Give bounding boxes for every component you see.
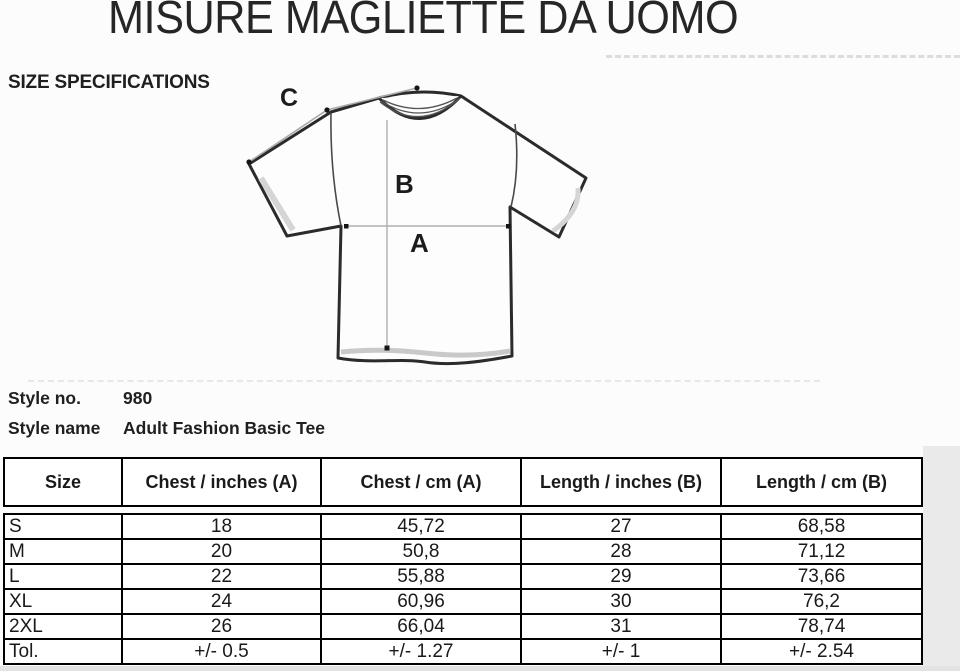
header-cell-size: Size <box>4 458 122 506</box>
cell-chest-inches: +/- 0.5 <box>122 639 321 664</box>
table-row-m <box>4 539 922 564</box>
header-cell-length-cm: Length / cm (B) <box>721 458 922 506</box>
size-table-header <box>3 457 923 507</box>
size-specifications-label: SIZE SPECIFICATIONS <box>8 72 210 93</box>
measure-dot <box>414 85 419 90</box>
cell-chest-cm: 60,96 <box>321 589 521 614</box>
cell-chest-inches: 26 <box>122 614 321 639</box>
style-info <box>8 388 325 448</box>
header-row <box>4 458 922 506</box>
cell-chest-cm: 66,04 <box>321 614 521 639</box>
cell-chest-inches: 22 <box>122 564 321 589</box>
cell-chest-inches: 24 <box>122 589 321 614</box>
cell-length-inches: 31 <box>521 614 721 639</box>
measure-label-a: A <box>410 228 429 258</box>
measure-label-c: C <box>280 84 299 112</box>
cell-length-inches: +/- 1 <box>521 639 721 664</box>
cell-chest-inches: 20 <box>122 539 321 564</box>
measure-dot <box>385 346 390 351</box>
table-row-l <box>4 564 922 589</box>
cell-chest-cm: 55,88 <box>321 564 521 589</box>
table-row-2xl <box>4 614 922 639</box>
header-cell-chest-cm: Chest / cm (A) <box>321 458 521 506</box>
cell-length-cm: 78,74 <box>721 614 922 639</box>
cell-size: Tol. <box>4 639 122 664</box>
cell-length-inches: 29 <box>521 564 721 589</box>
scan-artifact-dash <box>28 380 820 382</box>
measure-dot <box>506 224 511 229</box>
scan-artifact-right <box>923 446 960 671</box>
cell-length-inches: 28 <box>521 539 721 564</box>
tshirt-diagram <box>210 80 630 380</box>
cell-length-cm: 71,12 <box>721 539 922 564</box>
cell-chest-cm: 45,72 <box>321 514 521 539</box>
table-row-s <box>4 514 922 539</box>
measure-dot <box>344 224 349 229</box>
cell-size: S <box>4 514 122 539</box>
cell-chest-cm: 50,8 <box>321 539 521 564</box>
table-row-tolerance <box>4 639 922 664</box>
cell-length-inches: 30 <box>521 589 721 614</box>
style-name-value: Adult Fashion Basic Tee <box>123 418 325 438</box>
cell-size: 2XL <box>4 614 122 639</box>
style-no-row <box>8 388 325 409</box>
measure-dot <box>324 107 329 112</box>
scan-artifact-bottom <box>0 666 960 671</box>
size-table-body <box>3 513 923 665</box>
cell-length-cm: 68,58 <box>721 514 922 539</box>
cell-length-cm: 73,66 <box>721 564 922 589</box>
scan-artifact-dash <box>606 55 960 58</box>
cell-chest-cm: +/- 1.27 <box>321 639 521 664</box>
header-cell-chest-inches: Chest / inches (A) <box>122 458 321 506</box>
measure-label-b: B <box>395 169 414 199</box>
cell-length-inches: 27 <box>521 514 721 539</box>
cell-length-cm: 76,2 <box>721 589 922 614</box>
cell-size: L <box>4 564 122 589</box>
page-title: MISURE MAGLIETTE DA UOMO <box>108 0 739 43</box>
style-name-label: Style name <box>8 418 101 438</box>
cell-size: M <box>4 539 122 564</box>
style-no-value: 980 <box>123 388 153 408</box>
cell-chest-inches: 18 <box>122 514 321 539</box>
cell-size: XL <box>4 589 122 614</box>
header-cell-length-inches: Length / inches (B) <box>521 458 721 506</box>
cell-length-cm: +/- 2.54 <box>721 639 922 664</box>
style-no-label: Style no. <box>8 388 81 408</box>
measure-dot <box>246 159 251 164</box>
style-name-row <box>8 418 325 439</box>
table-row-xl <box>4 589 922 614</box>
